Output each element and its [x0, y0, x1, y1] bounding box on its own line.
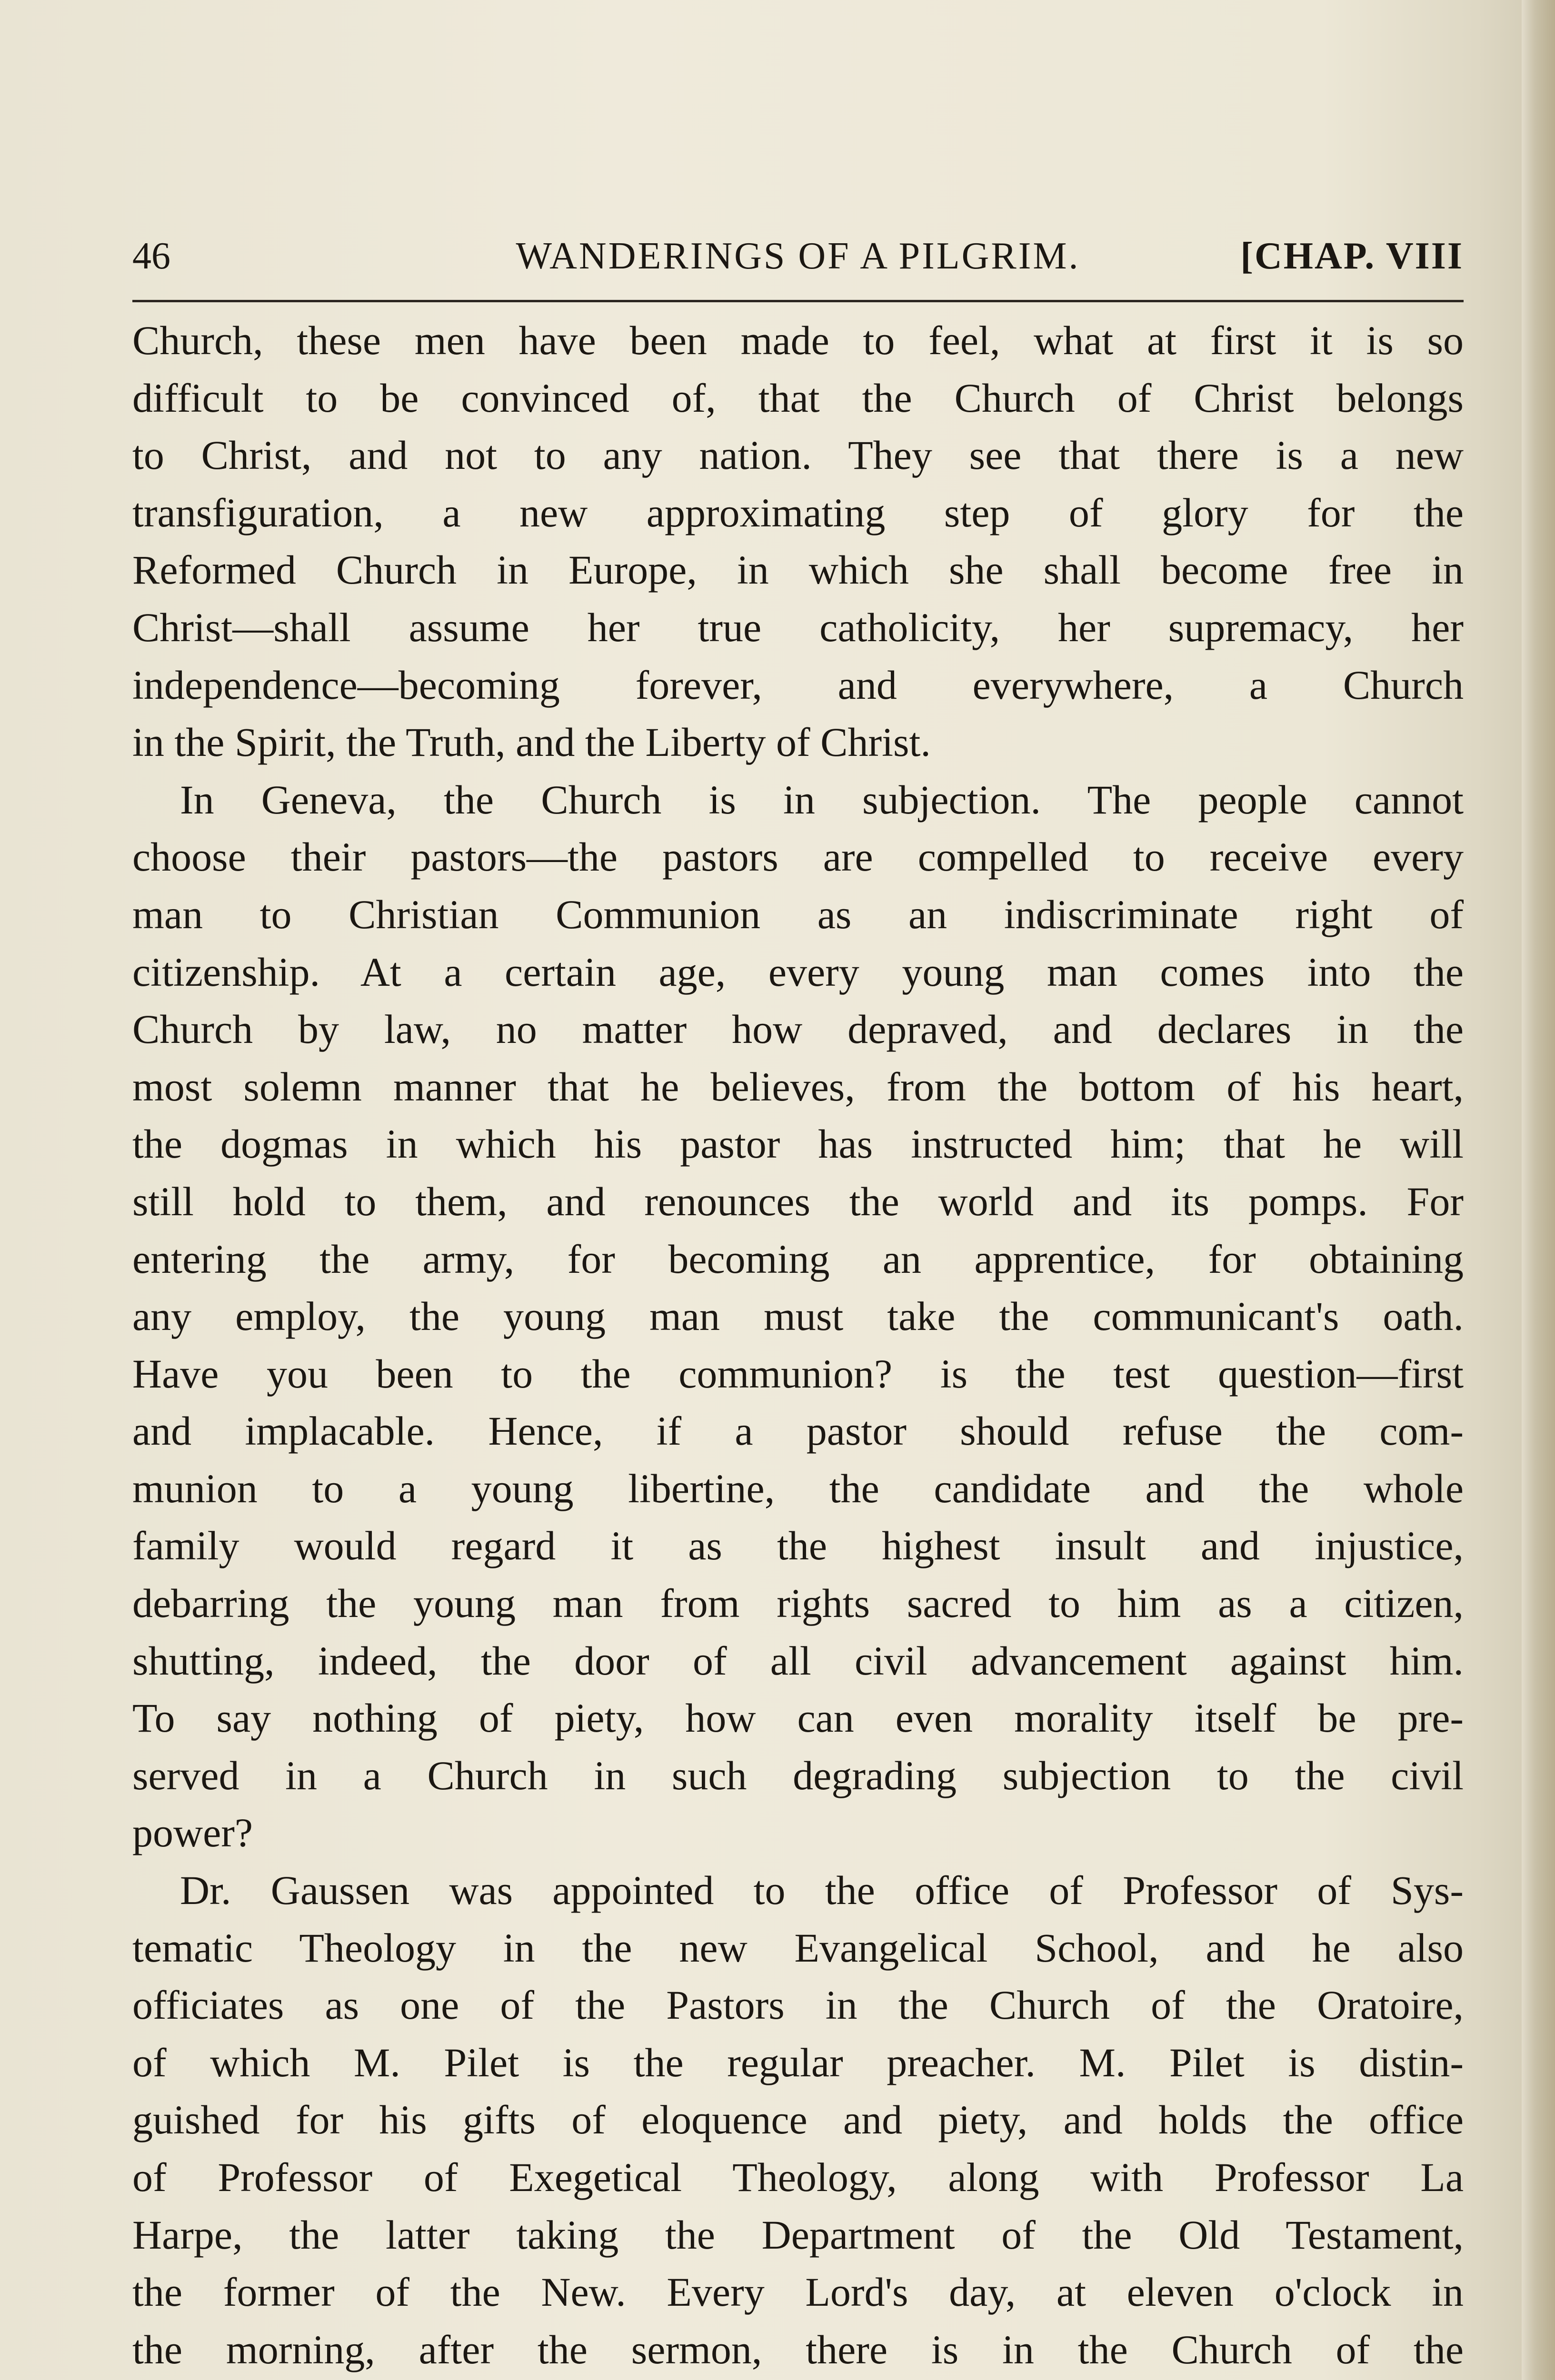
- running-title: WANDERINGS OF A PILGRIM.: [516, 235, 1080, 277]
- text-line: of which M. Pilet is the regular preacher. M. Pilet is distin-: [132, 2039, 1464, 2085]
- text-line: guished for his gifts of eloquence and piety, and holds the office: [132, 2097, 1464, 2143]
- text-line: served in a Church in such degrading subjection to the civil: [132, 1752, 1464, 1798]
- paragraph: [132, 312, 1464, 771]
- text-line: of Professor of Exegetical Theology, along with Professor La: [132, 2154, 1464, 2200]
- text-line: Dr. Gaussen was appointed to the office of Professor of Sys-: [180, 1867, 1464, 1914]
- text-line: Reformed Church in Europe, in which she shall become free in: [132, 547, 1464, 593]
- text-line: officiates as one of the Pastors in the Church of the Oratoire,: [132, 1982, 1464, 2028]
- text-line: Harpe, the latter taking the Department of the Old Testament,: [132, 2211, 1464, 2258]
- running-head: [132, 228, 1464, 285]
- text-line: difficult to be convinced of, that the Church of Christ belongs: [132, 375, 1464, 421]
- text-line: the morning, after the sermon, there is in the Church of the: [132, 2326, 1464, 2372]
- text-line: and implacable. Hence, if a pastor should refuse the com-: [132, 1408, 1464, 1454]
- text-line: tematic Theology in the new Evangelical School, and he also: [132, 1924, 1464, 1971]
- chapter-reference: [CHAP. VIII: [1240, 235, 1464, 277]
- body-text: [132, 312, 1464, 2380]
- text-line: any employ, the young man must take the communicant's oath.: [132, 1293, 1464, 1339]
- text-line: In Geneva, the Church is in subjection. The people cannot: [180, 776, 1464, 823]
- text-line: transfiguration, a new approximating step of glory for the: [132, 489, 1464, 536]
- text-line: Church by law, no matter how depraved, and declares in the: [132, 1006, 1464, 1052]
- text-line: To say nothing of piety, how can even morality itself be pre-: [132, 1695, 1464, 1741]
- text-line: the dogmas in which his pastor has instructed him; that he will: [132, 1121, 1464, 1167]
- text-line: the former of the New. Every Lord's day, at eleven o'clock in: [132, 2269, 1464, 2315]
- text-line: man to Christian Communion as an indiscriminate right of: [132, 891, 1464, 937]
- header-rule: [132, 300, 1464, 302]
- text-line: Church, these men have been made to feel, what at first it is so: [132, 317, 1464, 363]
- paragraph: [132, 1862, 1464, 2380]
- text-line: debarring the young man from rights sacred to him as a citizen,: [132, 1580, 1464, 1626]
- text-line: citizenship. At a certain age, every young man comes into the: [132, 949, 1464, 995]
- text-line: shutting, indeed, the door of all civil advancement against him.: [132, 1637, 1464, 1684]
- text-line: to Christ, and not to any nation. They see that there is a new: [132, 432, 1464, 478]
- text-line: most solemn manner that he believes, from the bottom of his heart,: [132, 1063, 1464, 1110]
- page-number: 46: [132, 235, 170, 277]
- text-line: power?: [132, 1810, 253, 1856]
- text-line: choose their pastors—the pastors are compelled to receive every: [132, 834, 1464, 880]
- text-line: Have you been to the communion? is the test question—first: [132, 1350, 1464, 1397]
- text-line: still hold to them, and renounces the world and its pomps. For: [132, 1178, 1464, 1224]
- text-line: munion to a young libertine, the candidate and the whole: [132, 1465, 1464, 1511]
- text-line: [132, 2378, 1464, 2380]
- text-line: Christ—shall assume her true catholicity, her supremacy, her: [132, 604, 1464, 650]
- text-line: family would regard it as the highest insult and injustice,: [132, 1523, 1464, 1569]
- page-edge-shadow: [1522, 0, 1555, 2380]
- text-line: independence—becoming forever, and everywhere, a Church: [132, 662, 1464, 708]
- text-line: entering the army, for becoming an apprentice, for obtaining: [132, 1236, 1464, 1282]
- paragraph: [132, 771, 1464, 1862]
- text-line: in the Spirit, the Truth, and the Liberty of Christ.: [132, 719, 931, 765]
